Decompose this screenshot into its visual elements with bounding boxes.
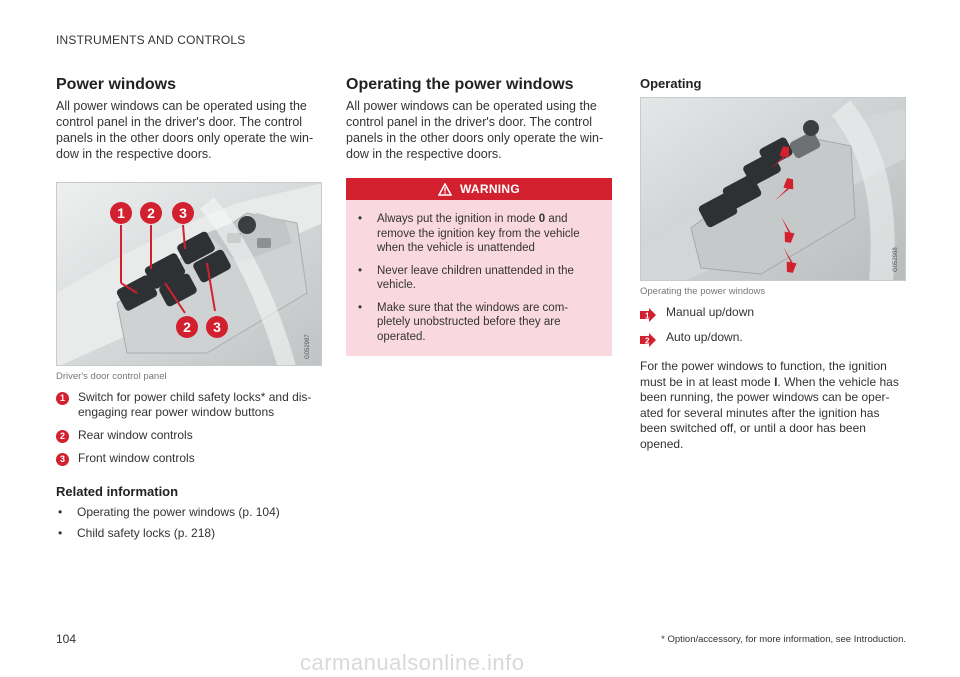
legend-item: [56, 390, 322, 420]
related-link[interactable]: Operating the power windows (p. 104): [77, 505, 280, 519]
section-title: Operating: [640, 76, 702, 91]
bullet-point: •: [358, 264, 363, 277]
column-operating: [640, 76, 906, 452]
legend-item: [640, 330, 906, 347]
svg-text:2: 2: [183, 319, 191, 335]
warning-text: Always put the ignition in mode 0 and remove the ignition key from the vehicle when the vehicle is unattended: [377, 213, 580, 254]
warning-label: WARNING: [459, 182, 521, 196]
intro-text: All power windows can be operated using the control panel in the driver's door. The control panels in the other doors only operate the win-dow in the respective doors.: [346, 99, 604, 161]
svg-text:2: 2: [645, 336, 650, 346]
door-panel-illustration: [57, 183, 322, 366]
warning-item: [356, 301, 598, 345]
related-link-item[interactable]: [56, 526, 322, 541]
section-title: Operating the power windows: [346, 76, 574, 93]
legend-text: Rear window controls: [78, 428, 193, 442]
body-text: For the power windows to function, the ignition must be in at least mode I. When the vehicle has been running, the power windows can be oper-ated for several minutes after the ignition has been switched off, or until a door has been opened.: [640, 359, 899, 451]
warning-text: Make sure that the windows are com-pletely unobstructed before they are operated.: [377, 301, 569, 343]
svg-text:2: 2: [147, 205, 155, 221]
bullet-point: •: [358, 301, 363, 314]
warning-triangle-icon: [438, 183, 452, 196]
related-link-item[interactable]: [56, 505, 322, 520]
bullet-point: •: [358, 213, 363, 225]
related-information-heading: Related information: [56, 484, 179, 499]
footnote: * Option/accessory, for more information, see Introduction.: [661, 634, 906, 645]
bullet-point: •: [58, 526, 63, 540]
running-head: INSTRUMENTS AND CONTROLS: [56, 33, 246, 47]
watermark: carmanualsonline.info: [300, 650, 525, 675]
arrow-number-2-icon: [640, 333, 656, 347]
warning-item: [356, 212, 598, 256]
figure-caption: Driver's door control panel: [56, 371, 167, 382]
arrow-number-1-icon: [640, 308, 656, 322]
related-link[interactable]: Child safety locks (p. 218): [77, 526, 216, 540]
warning-body: [346, 200, 612, 356]
svg-text:3: 3: [179, 205, 187, 221]
legend-text: Auto up/down.: [666, 330, 743, 344]
warning-item: [356, 264, 598, 293]
number-badge: 2: [56, 430, 69, 443]
column-power-windows: [56, 76, 322, 541]
warning-header: [346, 178, 612, 200]
legend-text: Front window controls: [78, 451, 195, 465]
warning-text: Never leave children unattended in the vehicle.: [377, 264, 574, 291]
number-badge: 1: [56, 392, 69, 405]
legend-item: [56, 428, 322, 443]
svg-text:1: 1: [117, 205, 125, 221]
intro-text: All power windows can be operated using the control panel in the driver's door. The control panels in the other doors only operate the win-dow in the respective doors.: [56, 99, 314, 161]
section-title: Power windows: [56, 76, 177, 93]
legend-text: Manual up/down: [666, 305, 755, 319]
page-number: 104: [56, 632, 77, 646]
warning-box: [346, 178, 612, 356]
number-badge: 3: [56, 453, 69, 466]
legend-item: [56, 451, 322, 466]
operating-figure: [640, 97, 906, 281]
bullet-point: •: [58, 505, 63, 519]
door-panel-figure: [56, 182, 322, 366]
operating-illustration: [641, 98, 906, 281]
legend-text: Switch for power child safety locks* and dis-engaging rear power window buttons: [78, 390, 312, 419]
figure-code: G052988: [893, 247, 899, 272]
svg-text:3: 3: [213, 319, 221, 335]
figure-caption: Operating the power windows: [640, 286, 766, 297]
figure-code: G052987: [305, 334, 311, 359]
column-operating-power-windows: [346, 76, 612, 356]
svg-text:1: 1: [645, 311, 650, 321]
legend-item: [640, 305, 906, 322]
